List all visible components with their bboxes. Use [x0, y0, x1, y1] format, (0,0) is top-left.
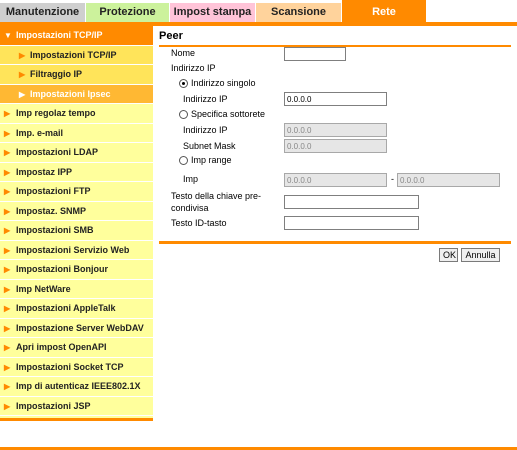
sidebar-item-impostazioni-tcp-ip[interactable] [0, 46, 153, 66]
sidebar-item-label: Imp. e-mail [16, 127, 64, 138]
triangle-right-icon: ▶ [4, 284, 11, 294]
triangle-right-icon: ▶ [4, 167, 11, 177]
sidebar-item-imp-netware[interactable] [0, 280, 153, 300]
sidebar-item-label: Impostaz IPP [16, 166, 73, 177]
radio-imp-range-label: Imp range [191, 155, 232, 165]
triangle-right-icon: ▶ [19, 50, 26, 60]
sidebar-item-imp-regolaz-tempo[interactable] [0, 104, 153, 124]
sidebar-item-label: Filtraggio IP [30, 69, 83, 79]
radio-specifica-sottorete[interactable] [179, 110, 188, 119]
radio-specifica-sottorete-label: Specifica sottorete [191, 109, 266, 119]
range-start-input[interactable] [284, 173, 387, 187]
sidebar-item-impostazioni-bonjour[interactable] [0, 260, 153, 280]
sidebar-item-label: Imp regolaz tempo [16, 108, 96, 118]
triangle-right-icon: ▶ [4, 128, 11, 138]
sidebar-item-impostazioni-ftp[interactable] [0, 182, 153, 202]
nome-label: Nome [171, 48, 196, 58]
top-tab-bar [0, 0, 517, 22]
range-end-input[interactable] [397, 173, 500, 187]
sidebar-item-label: Impostazioni FTP [16, 186, 91, 196]
triangle-right-icon: ▶ [19, 70, 26, 79]
sidebar-item-label: Impostazioni TCP/IP [16, 30, 103, 40]
sidebar-item-label: Impostazioni Bonjour [16, 264, 108, 274]
indirizzo-ip-heading: Indirizzo IP [171, 63, 216, 73]
tab-protezione[interactable]: Protezione [86, 3, 170, 22]
sidebar-menu [0, 26, 153, 420]
sidebar-item-impostazioni-appletalk[interactable] [0, 299, 153, 319]
psk-label-line2: condivisa [171, 203, 209, 213]
nome-input[interactable] [284, 47, 346, 61]
sidebar-item-impostazioni-ldap[interactable] [0, 143, 153, 163]
radio-indirizzo-singolo[interactable] [179, 79, 188, 88]
ok-button[interactable]: OK [439, 248, 458, 262]
triangle-right-icon: ▶ [4, 187, 11, 196]
single-ip-label: Indirizzo IP [183, 94, 228, 104]
sidebar-item-label: Impostaz. SNMP [16, 205, 87, 216]
sidebar-item-label: Apri impost OpenAPI [16, 342, 107, 352]
triangle-right-icon: ▶ [4, 304, 11, 313]
triangle-right-icon: ▶ [4, 323, 11, 333]
tab-manutenzione[interactable]: Manutenzione [0, 3, 86, 22]
tab-impost-stampa[interactable]: Impost stampa [170, 3, 256, 22]
sidebar-item-label: Impostazioni LDAP [16, 147, 99, 157]
range-label: Imp [183, 174, 199, 184]
sidebar-item-impostazioni-jsp[interactable] [0, 397, 153, 417]
sidebar-item-label: Impostazioni TCP/IP [30, 49, 117, 60]
id-tasto-input[interactable] [284, 216, 419, 230]
sidebar-item-imp-e-mail[interactable] [0, 124, 153, 144]
sidebar-item-label: Impostazione Server WebDAV [16, 322, 144, 333]
triangle-right-icon: ▶ [4, 245, 11, 255]
sidebar-item-apri-impost-openapi[interactable] [0, 338, 153, 358]
sidebar-bottom-divider [0, 418, 153, 421]
sidebar-item-impostaz-snmp[interactable] [0, 202, 153, 222]
id-tasto-label: Testo ID-tasto [171, 218, 227, 228]
sidebar-item-impostazioni-smb[interactable] [0, 221, 153, 241]
subnet-ip-input[interactable] [284, 123, 387, 137]
sidebar-item-impostazioni-socket-tcp[interactable] [0, 358, 153, 378]
triangle-right-icon: ▶ [4, 362, 11, 372]
psk-input[interactable] [284, 195, 419, 209]
radio-indirizzo-singolo-label: Indirizzo singolo [191, 78, 256, 88]
sidebar-item-impostaz-ipp[interactable] [0, 163, 153, 183]
sidebar-item-label: Impostazioni Socket TCP [16, 361, 124, 372]
annulla-button[interactable]: Annulla [461, 248, 500, 262]
subnet-mask-input[interactable] [284, 139, 387, 153]
subnet-mask-label: Subnet Mask [183, 141, 236, 151]
range-separator: - [391, 174, 394, 184]
sidebar-item-impostazioni-ipsec[interactable] [0, 85, 153, 105]
sidebar-item-label: Impostazioni SMB [16, 225, 94, 235]
form-bottom-divider [159, 241, 511, 244]
sidebar-item-impostazioni-tcp-ip[interactable] [0, 26, 153, 46]
page-title: Peer [159, 30, 183, 42]
triangle-right-icon: ▶ [4, 148, 11, 157]
sidebar-item-label: Impostazioni JSP [16, 400, 91, 411]
sidebar-item-label: Impostazioni AppleTalk [16, 303, 116, 313]
triangle-right-icon: ▶ [4, 206, 11, 216]
triangle-right-icon: ▶ [4, 109, 11, 118]
sidebar-item-label: Impostazioni Servizio Web [16, 244, 130, 255]
sidebar-item-label: Imp di autenticaz IEEE802.1X [16, 381, 141, 391]
sidebar-item-label: Impostazioni Ipsec [30, 88, 111, 99]
tab-scansione[interactable]: Scansione [256, 3, 342, 22]
sidebar-item-impostazione-server-webdav[interactable] [0, 319, 153, 339]
triangle-right-icon: ▶ [4, 265, 11, 274]
single-ip-input[interactable] [284, 92, 387, 106]
tab-rete[interactable]: Rete [342, 0, 427, 22]
triangle-right-icon: ▶ [4, 401, 11, 411]
triangle-right-icon: ▶ [4, 382, 11, 391]
sidebar-item-imp-di-autenticaz-ieee802-1x[interactable] [0, 377, 153, 397]
psk-label-line1: Testo della chiave pre- [171, 191, 262, 201]
radio-imp-range[interactable] [179, 156, 188, 165]
triangle-right-icon: ▶ [19, 89, 26, 99]
triangle-right-icon: ▶ [4, 343, 11, 352]
subnet-ip-label: Indirizzo IP [183, 125, 228, 135]
triangle-right-icon: ▶ [4, 226, 11, 235]
sidebar-item-impostazioni-servizio-web[interactable] [0, 241, 153, 261]
sidebar-item-label: Imp NetWare [16, 283, 71, 294]
triangle-down-icon: ▼ [4, 31, 12, 40]
sidebar-item-filtraggio-ip[interactable] [0, 65, 153, 85]
